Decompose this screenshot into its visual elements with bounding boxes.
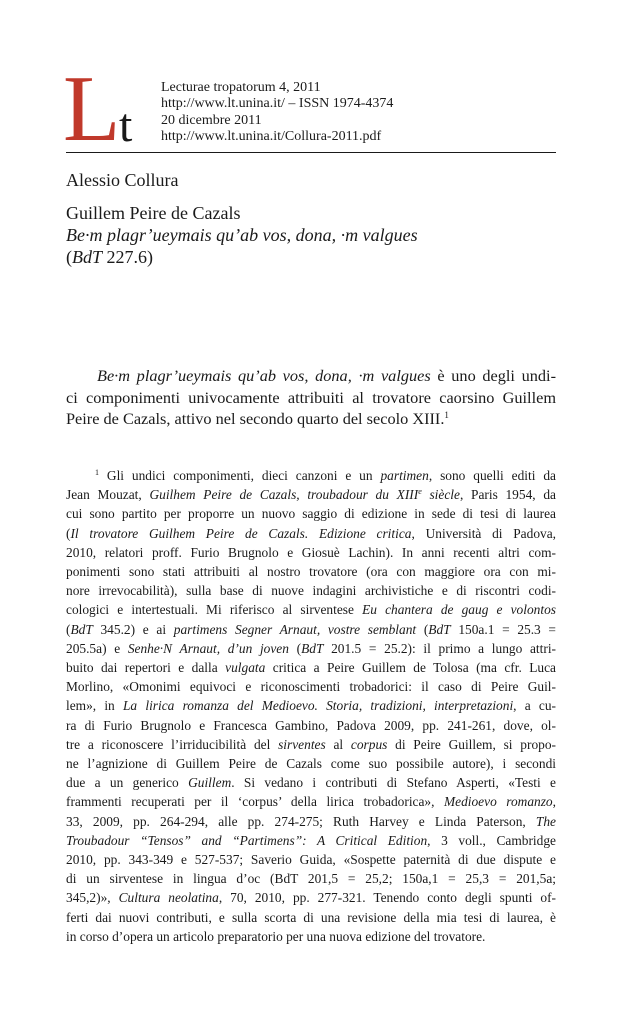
text-segment: di Peire Guillem, si propo- (387, 736, 556, 752)
text-segment: 201.5 = 25.2): il primo a lungo attri- (323, 640, 556, 656)
italic-text: Il trovatore Guilhem Peire de Cazals. Edizione critica (70, 525, 412, 541)
text-segment: 205.5a) e (66, 640, 128, 656)
publication-date: 20 dicembre 2011 (161, 112, 262, 128)
text-segment: ra di Furio Brugnolo e Francesca Gambino, Padova 2009, pp. 241-261, dove, ol- (66, 717, 556, 733)
italic-text: e (418, 487, 422, 497)
text-segment: 345.2) e ai (92, 621, 174, 637)
body-line: ci componimenti univocamente attribuiti al trovatore caorsino Guillem (66, 387, 556, 407)
italic-text: La lirica romanza del Medioevo. Storia, tradizioni, interpretazioni (122, 698, 514, 714)
text-segment: Jean Mouzat, (66, 487, 150, 503)
body-line: Peire de Cazals, attivo nel secondo quarto del secolo XIII.$^1$ (66, 409, 449, 428)
text-segment: tre a riconoscere l’irriducibilità del (66, 736, 279, 752)
body-line: Be·m plagr’ueymais qu’ab vos, dona, ·m valgues è uno degli undi- (97, 366, 556, 385)
text-segment: cologici e intertestuali. Mi riferisco al sirventese (66, 602, 363, 618)
italic-text: vulgata (225, 660, 266, 676)
text-segment: ( (66, 621, 71, 637)
italic-text: Guilhem Peire de Cazals, troubadour du XIII (149, 487, 419, 503)
footnote-line (66, 485, 556, 504)
italic-text: BdT (70, 621, 93, 637)
footnote-reference[interactable]: 1 (444, 410, 449, 420)
logo-letter-t: t (119, 99, 133, 152)
italic-text: BdT (428, 621, 451, 637)
footnote-line (66, 735, 556, 754)
text-segment: , a cu- (513, 698, 556, 714)
text-segment: , sono quelli editi da (428, 468, 556, 483)
header-divider (66, 152, 556, 153)
footnote-line (66, 716, 556, 735)
text-segment: Morlino, «Omonimi equivoci e riconoscimenti trobadorici: il caso di Peire Guil- (66, 679, 556, 695)
text-segment: due a un generico (66, 775, 189, 791)
footnote-line (66, 524, 556, 543)
troubadour-name: Guillem Peire de Cazals (66, 203, 241, 223)
footnote-line (66, 869, 556, 888)
text-segment: cui sono partito per proporre un nuovo saggio di edizione in sede di tesi di laurea (66, 506, 556, 522)
text-segment: ( (288, 640, 302, 656)
text-segment: , Paris 1954, da (459, 487, 556, 503)
text-segment: lem», in (66, 698, 123, 714)
text-segment: in corso d’opera un articolo preparatorio per una nuova edizione del trovatore. (66, 928, 486, 944)
text-segment: ( (66, 525, 71, 541)
italic-text: sirventes (278, 736, 326, 752)
footnote-line (66, 639, 556, 658)
italic-text: corpus (350, 736, 388, 752)
italic-text: partimens Segner Arnaut, vostre semblant (173, 621, 417, 637)
text-segment: frammenti recuperati per il ‘corpus’ della lirica trobadorica», (66, 794, 444, 810)
bdt-reference: (BdT 227.6) (66, 247, 154, 267)
text-segment: Gli undici componimenti, dieci canzoni e un (106, 468, 381, 483)
italic-text: Eu chantera de gaug e volontos (362, 602, 556, 618)
italic-text: Medioevo romanzo (443, 794, 553, 810)
text-segment: 2010, relatori proff. Furio Brugnolo e Giosuè Lachin). In anni recenti altri com- (66, 544, 556, 560)
journal-issue: Lecturae tropatorum 4, 2011 (161, 80, 321, 95)
italic-text: Troubadour “Tensos” and “Partimens”: A Critical Edition (66, 832, 428, 848)
text-segment: , (552, 794, 556, 810)
italic-text: BdT (301, 640, 324, 656)
text-segment: . Si vedano i contributi di Stefano Asperti, «Testi e (231, 775, 556, 791)
text-segment: 345,2)», (66, 890, 119, 906)
text-segment: nore irrevocabilità), sulla base di nuove indagini archivistiche e di riscontri codi- (66, 583, 556, 599)
footnote-line (66, 888, 556, 907)
footnote-line (66, 812, 556, 831)
footnote (66, 466, 556, 946)
text-segment: ne l’agnizione di Guillem Peire de Cazals come suo possibile autore), i secondi (66, 756, 556, 772)
footnote-line (66, 850, 556, 869)
text-segment: ferti dai nuovi contributi, e sulla scorta di una revisione della mia tesi di laurea, è (66, 909, 556, 925)
article-author: Alessio Collura (66, 170, 179, 190)
body-paragraph (66, 365, 556, 430)
article-title (66, 202, 418, 268)
footnote-line (66, 927, 556, 946)
footnote-line (66, 696, 556, 715)
italic-text: siècle (421, 487, 460, 503)
text-segment: critica a Peire Guillem de Tolosa (ma cfr. Luca (265, 660, 556, 676)
text-segment: di un sirventese in lingua d’oc (BdT 201,5 = 25,2; 150a,1 = 25,3 = 201,5a; (66, 871, 556, 887)
footnote-line (66, 543, 556, 562)
footnote-line (66, 908, 556, 927)
logo-letter-l: L (63, 57, 121, 161)
text-segment: al (325, 736, 351, 752)
journal-info (161, 80, 393, 146)
italic-text: Senhe·N Arnaut, d’un joven (127, 640, 289, 656)
text-segment: , Università di Padova, (411, 525, 556, 541)
text-segment: ponimenti sono stati attribuiti al nostro trovatore (ora con maggiore ora con mi- (66, 564, 556, 580)
footnote-line (66, 831, 556, 850)
text-segment: 33, 2009, pp. 264-294, alle pp. 274-275; Ruth Harvey e Linda Paterson, (66, 813, 536, 829)
journal-logo (63, 57, 158, 161)
italic-text: Guillem (188, 775, 232, 791)
poem-title: Be·m plagr’ueymais qu’ab vos, dona, ·m valgues (66, 225, 418, 245)
footnote-line (66, 677, 556, 696)
italic-text: partimen (380, 468, 429, 483)
text-segment: ( (416, 621, 429, 637)
footnote-line (66, 600, 556, 619)
text-segment: 2010, pp. 343-349 e 527-537; Saverio Guida, «Sospette paternità di due dispute e (66, 852, 556, 868)
italic-text: The (535, 813, 556, 829)
footnote-line (66, 581, 556, 600)
footnote-line (66, 504, 556, 523)
italic-text: Cultura neolatina (118, 890, 219, 906)
text-segment: , 3 voll., Cambridge (427, 832, 556, 848)
footnote-line (66, 562, 556, 581)
journal-url-issn: http://www.lt.unina.it/ – ISSN 1974-4374 (161, 96, 394, 112)
article-pdf-url: http://www.lt.unina.it/Collura-2011.pdf (161, 129, 382, 145)
text-segment: , 70, 2010, pp. 277-321. Tenendo conto degli spunti of- (218, 890, 556, 906)
text-segment: buito dai repertori e dalla (66, 660, 226, 676)
footnote-line (66, 658, 556, 677)
footnote-line (66, 620, 556, 639)
footnote-line (66, 754, 556, 773)
footnote-number: 1 (95, 468, 99, 477)
footnote-line (66, 792, 556, 811)
footnote-line (66, 466, 556, 485)
text-segment: 150a.1 = 25.3 = (450, 621, 556, 637)
footnote-line (66, 773, 556, 792)
